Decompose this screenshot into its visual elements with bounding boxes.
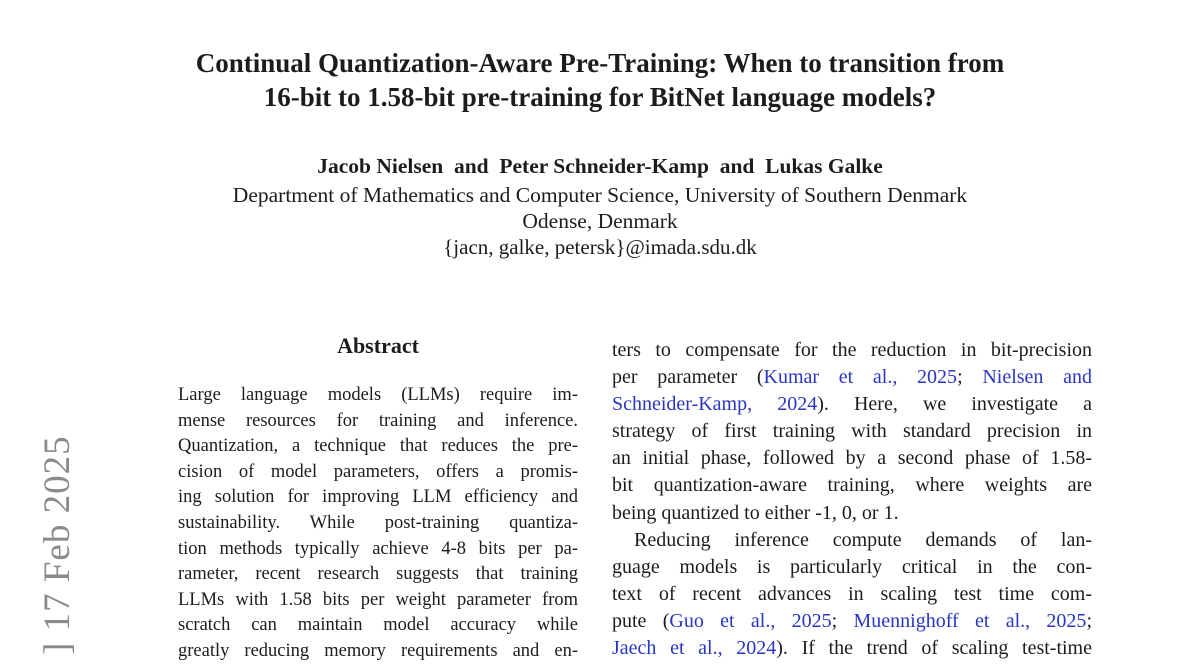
text-segment: text of recent advances in scaling test time com- [612, 582, 1092, 605]
text-segment: tion methods typically achieve 4-8 bits per pa- [178, 538, 578, 559]
citation-link[interactable]: Schneider-Kamp, 2024 [612, 393, 818, 416]
text-line [612, 472, 1092, 499]
text-segment: ). Here, we investigate a [817, 393, 1092, 416]
text-segment: Large language models (LLMs) require im- [178, 385, 578, 405]
text-line [178, 434, 578, 460]
text-segment: ters to compensate for the reduction in bit-precision [612, 339, 1092, 361]
affiliation-line: Department of Mathematics and Computer Science, University of Southern Denmark [232, 183, 968, 207]
text-line [612, 527, 1092, 554]
text-segment: ing solution for improving LLM efficiency and [178, 487, 578, 508]
intro-column [612, 337, 1092, 662]
text-segment: ; [1086, 609, 1092, 632]
authors-line: Jacob Nielsen and Peter Schneider-Kamp and Lukas Galke [317, 154, 883, 178]
text-line [612, 500, 1092, 527]
text-segment: per parameter ( [612, 366, 764, 389]
text-segment: rameter, recent research suggests that training [178, 564, 578, 585]
text-line [612, 391, 1092, 418]
text-segment: strategy of first training with standard precision in [612, 420, 1092, 443]
text-segment: Reducing inference compute demands of lan- [634, 528, 1092, 551]
text-segment: Quantization, a technique that reduces the pre- [178, 436, 578, 457]
text-segment: being quantized to either -1, 0, or 1. [612, 501, 899, 524]
text-segment: ). If the trend of scaling test-time [776, 637, 1092, 660]
citation-link[interactable]: Nielsen and [982, 366, 1092, 389]
text-segment: cision of model parameters, offers a promis- [178, 461, 578, 482]
citation-link[interactable]: Kumar et al., 2025 [763, 366, 958, 389]
text-line [178, 639, 578, 665]
text-line [612, 445, 1092, 472]
text-line [178, 588, 578, 614]
citation-link[interactable]: Jaech et al., 2024 [612, 637, 777, 660]
text-line [178, 613, 578, 639]
abstract-heading: Abstract [337, 333, 419, 358]
text-line [612, 581, 1092, 608]
text-segment: ; [831, 609, 854, 632]
text-line [178, 537, 578, 563]
arxiv-watermark: ] 17 Feb 2025 [37, 435, 78, 655]
text-line [178, 409, 578, 435]
text-line [612, 418, 1092, 445]
text-line [612, 635, 1092, 662]
text-line [178, 383, 578, 409]
text-segment: pute ( [612, 609, 670, 632]
abstract-body [178, 383, 578, 665]
text-segment: greatly reducing memory requirements and en- [178, 640, 578, 661]
text-line [612, 337, 1092, 364]
text-segment: mense resources for training and inference. [178, 410, 578, 431]
affiliation-city: Odense, Denmark [522, 209, 678, 233]
text-segment: scratch can maintain model accuracy while [178, 615, 578, 636]
text-line [178, 511, 578, 537]
authors-email: {jacn, galke, petersk}@imada.sdu.dk [443, 235, 757, 259]
paper-title-line1: Continual Quantization-Aware Pre-Training: When to transition from [195, 48, 1005, 78]
text-line [612, 554, 1092, 581]
text-segment: sustainability. While post-training quantiza- [178, 512, 578, 533]
text-segment: ; [957, 366, 983, 389]
text-segment: guage models is particularly critical in the con- [612, 555, 1092, 578]
text-segment: LLMs with 1.58 bits per weight parameter from [178, 589, 578, 610]
text-line [178, 460, 578, 486]
text-line [612, 364, 1092, 391]
text-line [612, 608, 1092, 635]
text-segment: bit quantization-aware training, where weights are [612, 474, 1092, 497]
text-line [178, 485, 578, 511]
text-line [178, 562, 578, 588]
citation-link[interactable]: Muennighoff et al., 2025 [853, 609, 1087, 632]
citation-link[interactable]: Guo et al., 2025 [669, 609, 832, 632]
paper-title [0, 46, 1200, 114]
paper-title-line2: 16-bit to 1.58-bit pre-training for BitNet language models? [263, 82, 937, 112]
text-segment: an initial phase, followed by a second phase of 1.58- [612, 447, 1092, 470]
